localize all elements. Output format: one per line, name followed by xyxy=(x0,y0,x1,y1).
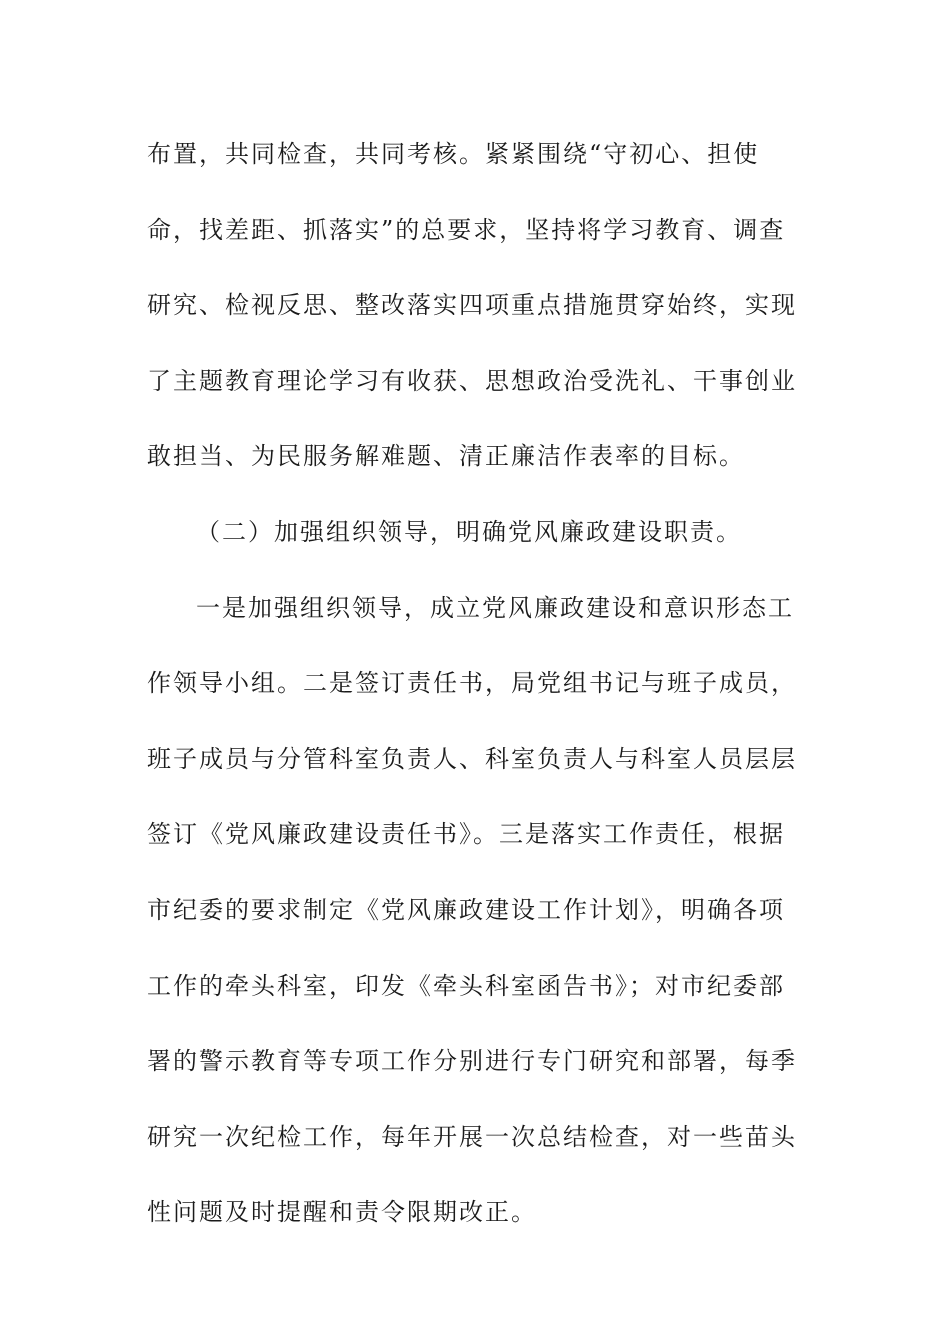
paragraph-line: 作领导小组。二是签订责任书，局党组书记与班子成员， xyxy=(147,669,797,698)
paragraph-line: 一是加强组织领导，成立党风廉政建设和意识形态工 xyxy=(196,593,794,622)
paragraph-line: 了主题教育理论学习有收获、思想政治受洗礼、干事创业 xyxy=(147,366,797,395)
document-body xyxy=(147,128,797,1262)
paragraph-line: 署的警示教育等专项工作分别进行专门研究和部署，每季 xyxy=(147,1047,797,1076)
paragraph-line: 命，找差距、抓落实”的总要求，坚持将学习教育、调查 xyxy=(147,215,786,244)
paragraph-line: 工作的牵头科室，印发《牵头科室函告书》；对市纪委部 xyxy=(147,971,785,1000)
paragraph-line: 性问题及时提醒和责令限期改正。 xyxy=(147,1198,537,1227)
paragraph-line: 研究一次纪检工作，每年开展一次总结检查，对一些苗头 xyxy=(147,1122,797,1151)
paragraph-line: 市纪委的要求制定《党风廉政建设工作计划》，明确各项 xyxy=(147,895,785,924)
paragraph-line: 敢担当、为民服务解难题、清正廉洁作表率的目标。 xyxy=(147,442,745,471)
paragraph-line: 签订《党风廉政建设责任书》。三是落实工作责任，根据 xyxy=(147,820,785,849)
section-heading: （二）加强组织领导，明确党风廉政建设职责。 xyxy=(196,517,742,546)
paragraph-line: 布置，共同检查，共同考核。紧紧围绕“守初心、担使 xyxy=(147,140,760,168)
paragraph-line: 研究、检视反思、整改落实四项重点措施贯穿始终，实现 xyxy=(147,291,797,320)
paragraph-line: 班子成员与分管科室负责人、科室负责人与科室人员层层 xyxy=(147,744,797,773)
